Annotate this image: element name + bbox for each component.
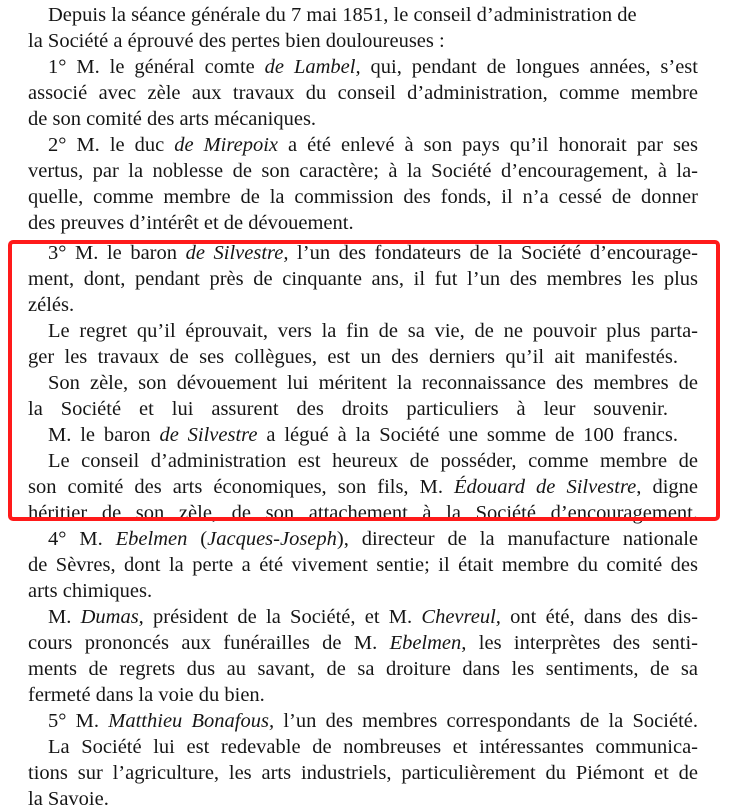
italic-name: de Silvestre, (185, 242, 289, 264)
text-line (28, 80, 698, 106)
italic-name: Jacques-Joseph (207, 528, 337, 550)
text-line (48, 708, 698, 734)
italic-name: de Lambel, (264, 56, 361, 78)
text-line (28, 210, 698, 236)
text-segment: ont été, dans des dis- (500, 606, 698, 628)
text-segment: quelle, comme membre de la commission des fonds, il n’a cessé de donner (28, 186, 698, 208)
text-segment: ger les travaux de ses collègues, est un des derniers qu’il ait manifestés. (28, 346, 678, 368)
text-line (48, 132, 698, 158)
text-segment: 4° M. (48, 528, 116, 550)
text-segment: cours prononcés aux funérailles de M. (28, 632, 390, 654)
text-segment: vertus, par la noblesse de son caractère; à la Société d’encouragement, à la- (28, 160, 698, 182)
text-line (28, 682, 698, 708)
text-segment: ment, dont, pendant près de cinquante ans, il fut l’un des membres les plus (28, 268, 698, 290)
text-segment: les interprètes des senti- (466, 632, 698, 654)
text-segment: associé avec zèle aux travaux du conseil d’administration, comme membre (28, 82, 698, 104)
text-line (28, 760, 698, 786)
text-segment: ments de regrets dus au savant, de sa droiture dans les sentiments, de sa (28, 658, 698, 680)
text-segment: la Société et lui assurent des droits particuliers à leur souvenir. (28, 398, 668, 420)
text-segment: fermeté dans la voie du bien. (28, 684, 265, 706)
text-segment: Depuis la séance générale du 7 mai 1851, le conseil d’administration de (48, 4, 637, 26)
text-line (28, 158, 698, 184)
italic-name: Chevreul, (421, 606, 501, 628)
text-segment: M. (48, 606, 81, 628)
text-line (48, 2, 723, 28)
text-segment: la Savoie. (28, 788, 109, 810)
text-segment: 1° M. le général comte (48, 56, 265, 78)
italic-name: Ebelmen, (389, 632, 467, 654)
italic-name: de Mirepoix (174, 134, 278, 156)
text-segment: la Société a éprouvé des pertes bien douloureuses : (28, 30, 445, 52)
text-segment: Le regret qu’il éprouvait, vers la fin de sa vie, de ne pouvoir plus parta- (48, 320, 698, 342)
text-segment: zélés. (28, 294, 75, 316)
text-line (28, 184, 698, 210)
text-line (28, 630, 698, 656)
text-segment: Son zèle, son dévouement lui méritent la reconnaissance des membres de (48, 372, 698, 394)
text-line (28, 552, 698, 578)
italic-name: de Silvestre (159, 424, 258, 446)
text-line (48, 604, 698, 630)
text-segment: , digne (636, 476, 698, 498)
text-segment: président de la Société, et M. (143, 606, 422, 628)
text-line (48, 54, 698, 80)
text-line (28, 28, 718, 54)
text-line (28, 578, 698, 604)
text-segment: l’un des fondateurs de la Société d’encourage- (288, 242, 698, 264)
text-segment: arts chimiques. (28, 580, 153, 602)
text-segment: 2° M. le duc (48, 134, 175, 156)
italic-name: Édouard de Silvestre (454, 476, 637, 498)
text-segment: héritier de son zèle, de son attachement à la Société d’encouragement. (28, 502, 698, 524)
text-segment: Le conseil d’administration est heureux de posséder, comme membre de (48, 450, 698, 472)
text-line (28, 106, 698, 132)
text-line (28, 656, 698, 682)
text-line (28, 786, 698, 812)
text-segment: de son comité des arts mécaniques. (28, 108, 317, 130)
text-segment: ( (187, 528, 208, 550)
text-segment: a légué à la Société une somme de 100 francs. (257, 424, 678, 446)
text-segment: ), directeur de la manufacture nationale (336, 528, 698, 550)
text-segment: La Société lui est redevable de nombreuses et intéressantes communica- (48, 736, 698, 758)
text-segment: son comité des arts économiques, son fils, M. (28, 476, 455, 498)
highlight-annotation-box (8, 240, 720, 521)
italic-name: Matthieu Bonafous, (108, 710, 275, 732)
text-segment: 5° M. (48, 710, 109, 732)
text-segment: de Sèvres, dont la perte a été vivement sentie; il était membre du comité des (28, 554, 698, 576)
text-segment: l’un des membres correspondants de la Société. (274, 710, 698, 732)
text-segment: 3° M. le baron (48, 242, 186, 264)
text-segment: qui, pendant de longues années, s’est (360, 56, 698, 78)
text-segment: a été enlevé à son pays qu’il honorait par ses (278, 134, 699, 156)
text-line (48, 526, 698, 552)
italic-name: Ebelmen (115, 528, 188, 550)
text-segment: des preuves d’intérêt et de dévouement. (28, 212, 354, 234)
text-segment: tions sur l’agriculture, les arts industriels, particulièrement du Piémont et de (28, 762, 698, 784)
text-segment: M. le baron (48, 424, 160, 446)
italic-name: Dumas, (80, 606, 144, 628)
text-line (48, 734, 698, 760)
